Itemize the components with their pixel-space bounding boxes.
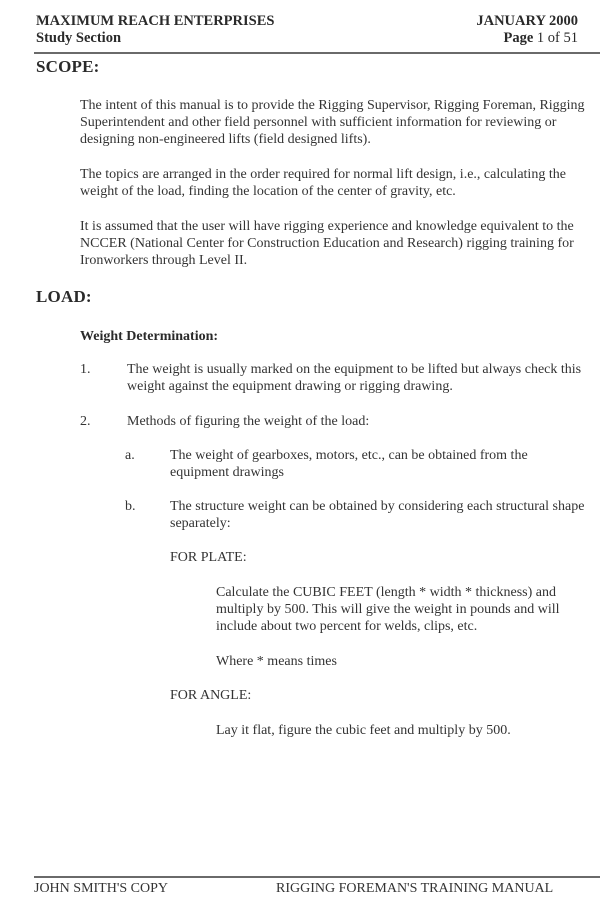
- header-divider: [34, 52, 600, 54]
- section-name: Study Section: [36, 30, 122, 46]
- footer-divider: [34, 876, 600, 878]
- asterisk-note: Where * means times: [216, 654, 337, 669]
- scope-heading: SCOPE:: [36, 57, 100, 76]
- sublist-marker-a: a.: [125, 448, 135, 463]
- company-name: MAXIMUM REACH ENTERPRISES: [36, 13, 275, 29]
- footer-copy-owner: JOHN SMITH'S COPY: [34, 881, 168, 896]
- header-right: [476, 13, 578, 47]
- document-date: JANUARY 2000: [476, 13, 578, 29]
- list-item-2: Methods of figuring the weight of the load:: [127, 414, 370, 429]
- weight-determination-subheading: Weight Determination:: [80, 329, 219, 344]
- list-marker-2: 2.: [80, 414, 91, 429]
- for-angle-label: FOR ANGLE:: [170, 688, 252, 703]
- angle-instructions: Lay it flat, figure the cubic feet and multiply by 500.: [216, 723, 511, 738]
- scope-paragraph-1: The intent of this manual is to provide the Rigging Supervisor, Rigging Foreman, Rigging Superintendent and other field personnel with sufficient information for reviewing or designing non-engineered lifts (field designed lifts).: [80, 98, 585, 147]
- page-label: Page: [503, 30, 534, 46]
- header-left: [36, 13, 274, 47]
- load-heading: LOAD:: [36, 287, 92, 306]
- scope-paragraph-3: It is assumed that the user will have rigging experience and knowledge equivalent to the NCCER (National Center for Construction Education and Research) rigging training for Ironworkers through Level II.: [80, 219, 574, 268]
- sublist-item-a: The weight of gearboxes, motors, etc., can be obtained from the equipment drawings: [170, 448, 528, 480]
- scope-paragraph-2: The topics are arranged in the order required for normal lift design, i.e., calculating the weight of the load, finding the location of the center of gravity, etc.: [80, 167, 566, 199]
- list-marker-1: 1.: [80, 362, 91, 377]
- sublist-item-b: The structure weight can be obtained by considering each structural shape separately:: [170, 499, 585, 531]
- plate-instructions: Calculate the CUBIC FEET (length * width * thickness) and multiply by 500. This will give the weight in pounds and will include about two percent for welds, clips, etc.: [216, 585, 560, 634]
- list-item-1: The weight is usually marked on the equipment to be lifted but always check this weight against the equipment drawing or rigging drawing.: [127, 362, 582, 394]
- page-indicator: [476, 30, 578, 47]
- sublist-marker-b: b.: [125, 499, 136, 514]
- page-number: 1 of 51: [536, 30, 578, 46]
- footer-manual-title: RIGGING FOREMAN'S TRAINING MANUAL: [276, 881, 554, 896]
- for-plate-label: FOR PLATE:: [170, 550, 247, 565]
